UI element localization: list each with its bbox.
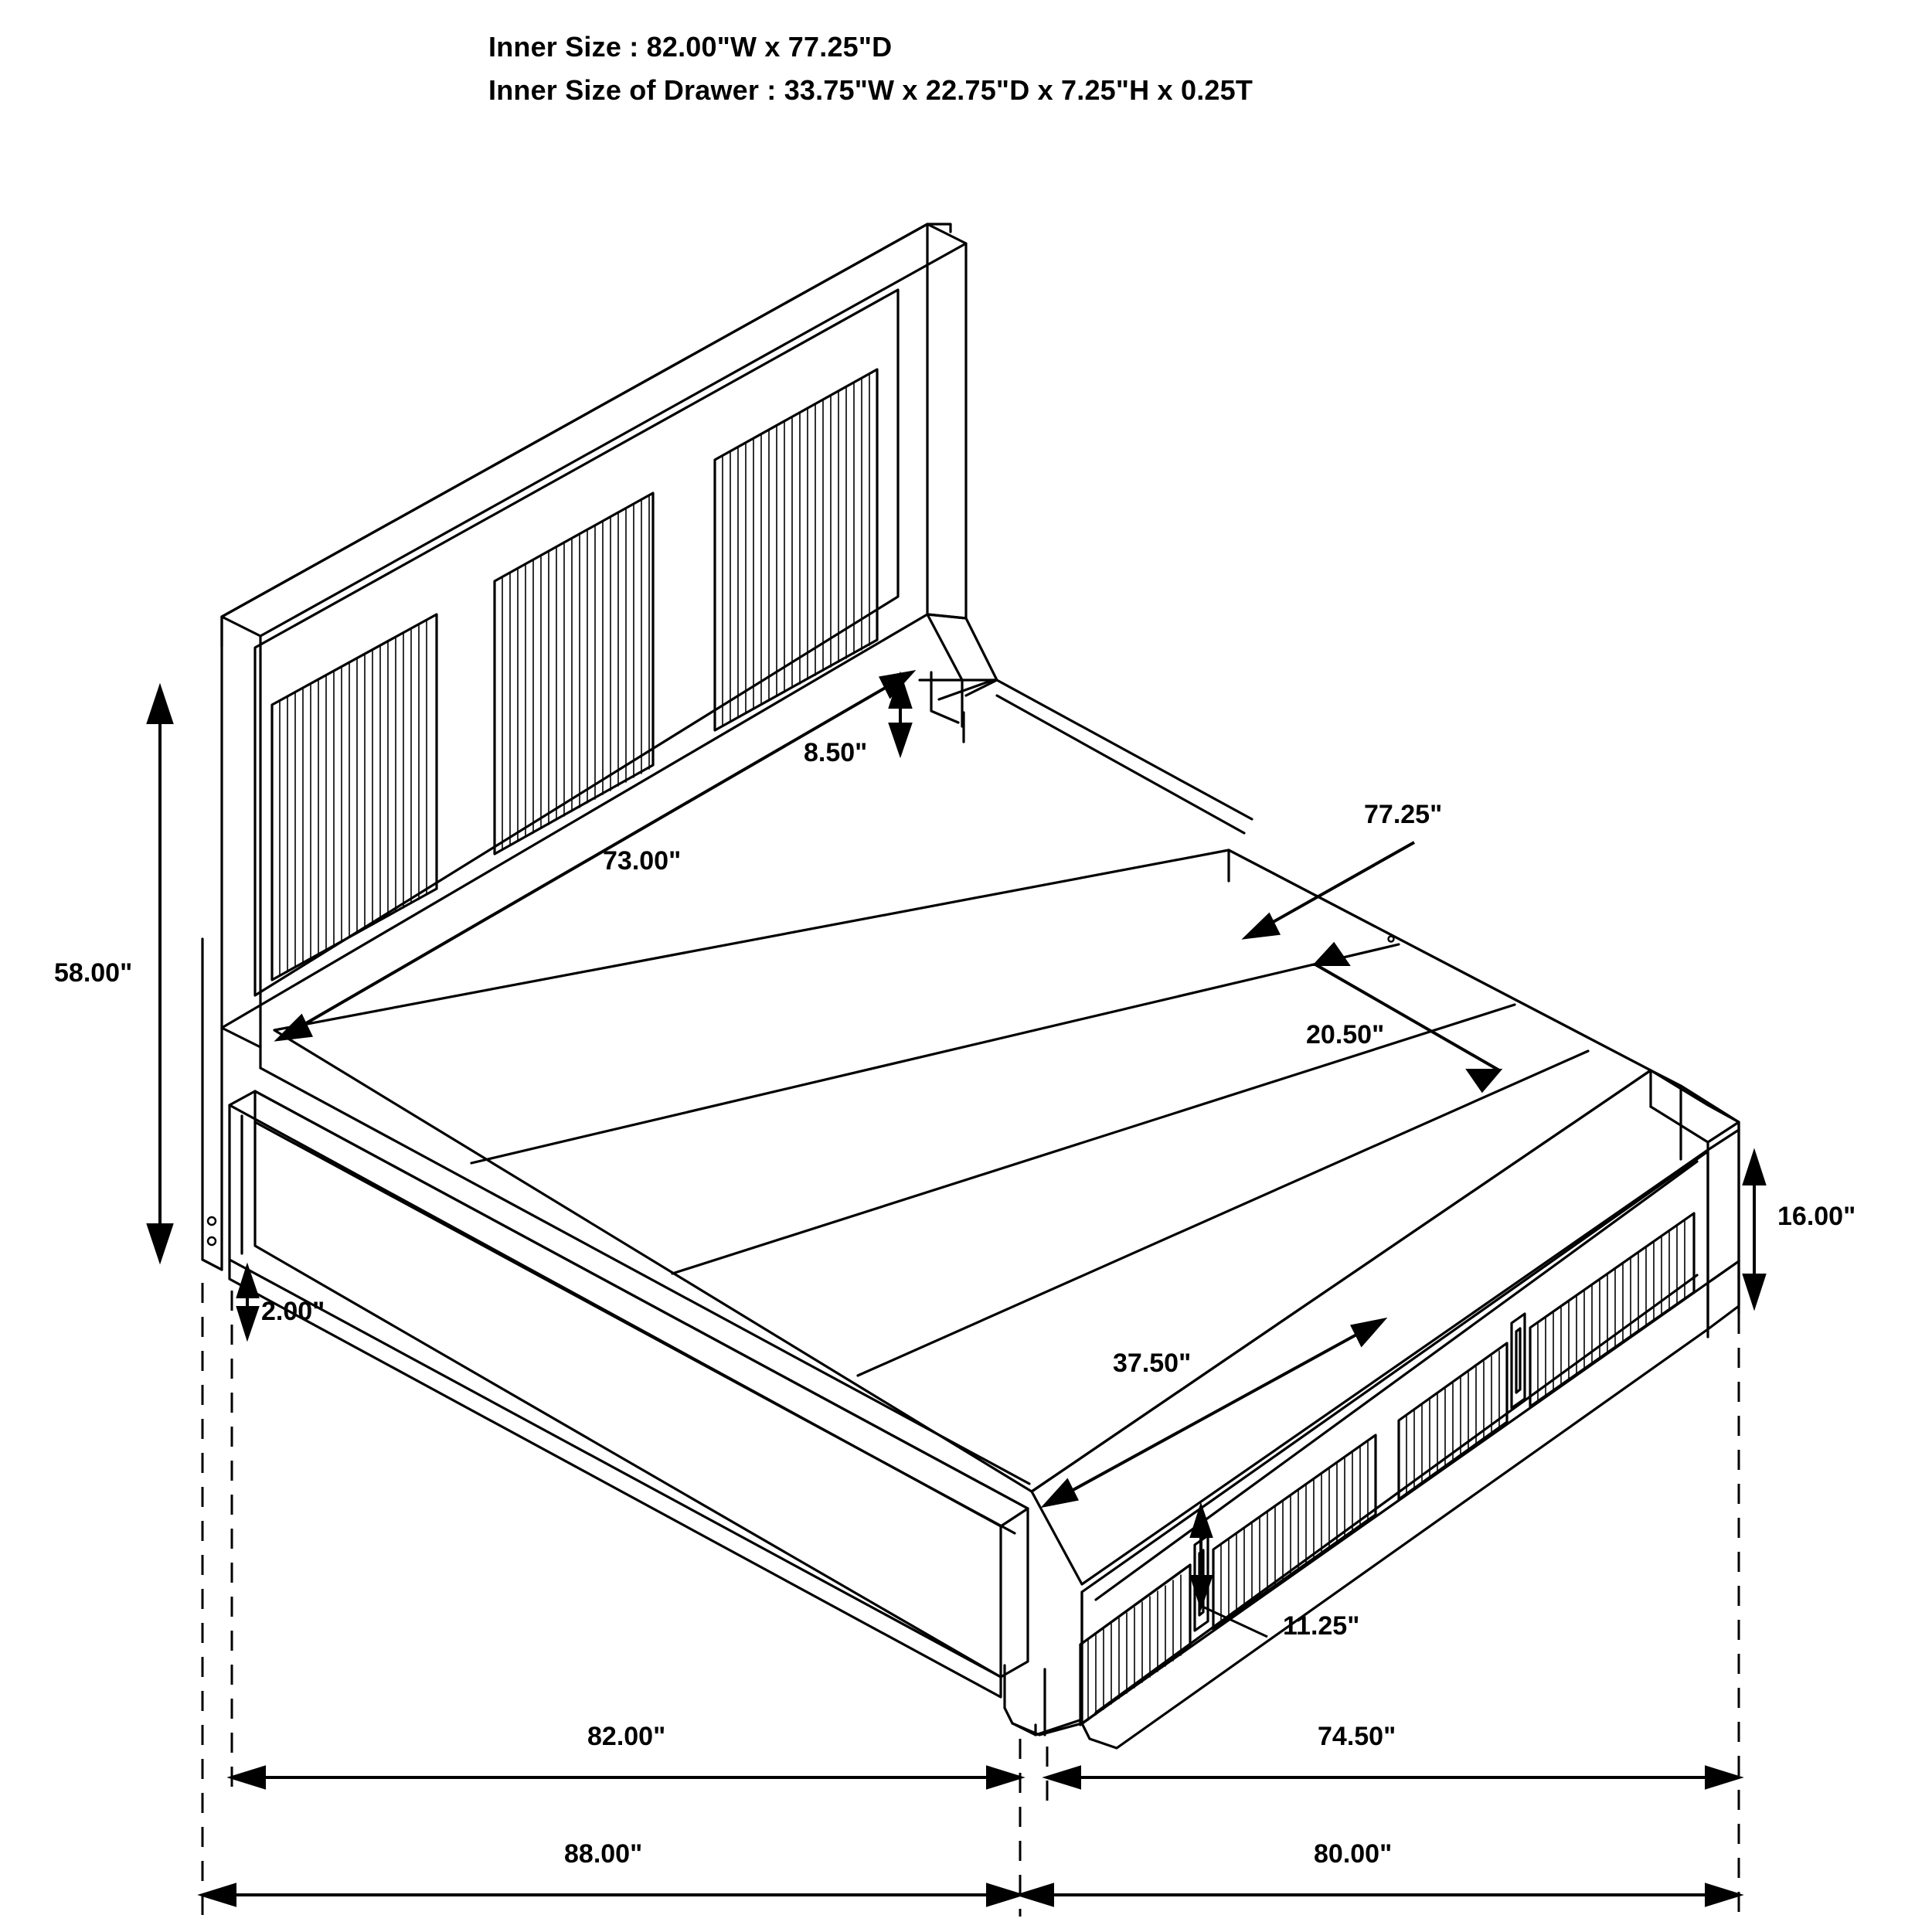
dim-mattress-depth: 77.25" <box>1364 800 1443 829</box>
dim-headboard-to-rail: 8.50" <box>804 738 868 767</box>
dim-side-depth-inner: 74.50" <box>1318 1722 1396 1751</box>
inner-size-note: Inner Size : 82.00"W x 77.25"D <box>488 31 893 63</box>
dim-footboard-height: 16.00" <box>1777 1202 1856 1231</box>
dim-floor-clearance: 2.00" <box>261 1297 325 1326</box>
dim-rail-inner-offset: 20.50" <box>1306 1020 1385 1049</box>
dim-inner-width: 82.00" <box>587 1722 666 1751</box>
dim-outer-width: 88.00" <box>564 1839 643 1869</box>
dim-side-depth-outer: 80.00" <box>1314 1839 1393 1869</box>
dim-drawer-front-width: 37.50" <box>1113 1349 1192 1378</box>
dim-headboard-height: 58.00" <box>54 958 133 988</box>
dim-headboard-panel-width: 73.00" <box>603 846 682 876</box>
dim-drawer-handle-height: 11.25" <box>1283 1611 1360 1641</box>
inner-drawer-size-note: Inner Size of Drawer : 33.75"W x 22.75"D x 7.25"H x 0.25T <box>488 74 1253 106</box>
